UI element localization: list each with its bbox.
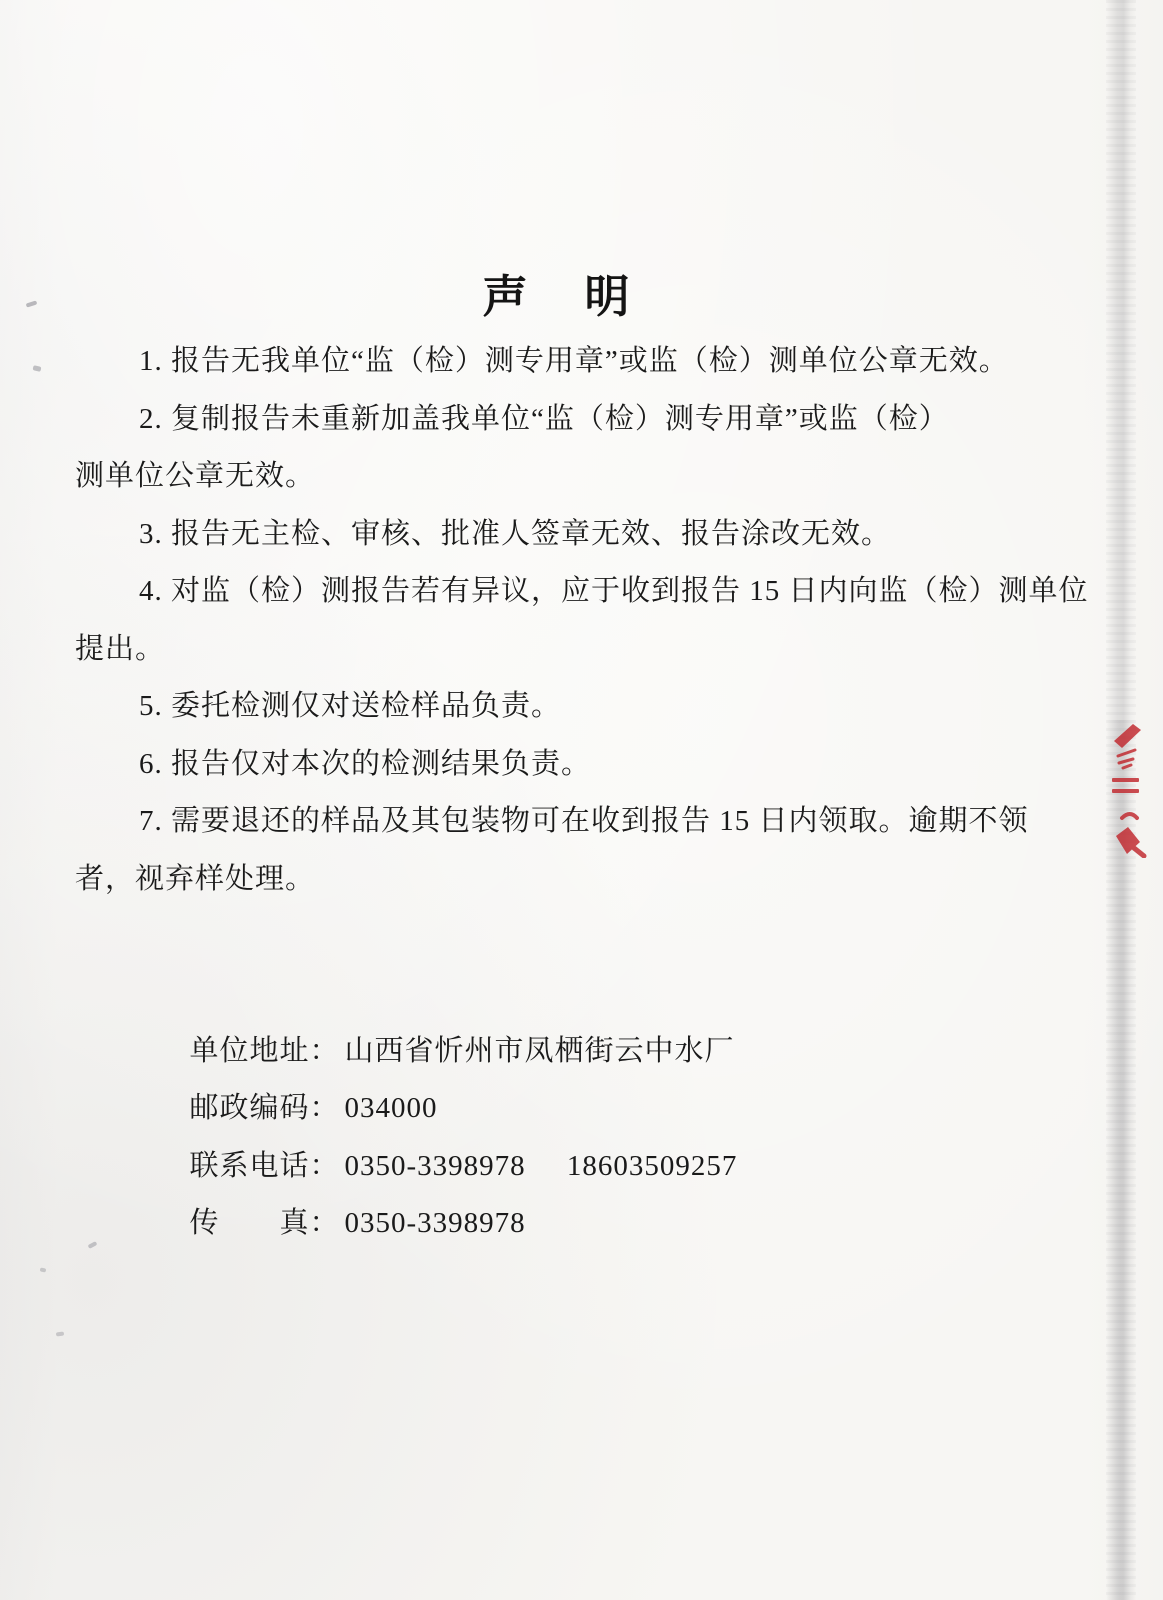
statement-title: 声 明 <box>482 271 636 322</box>
statement-line-1: 1. 报告无我单位“监（检）测专用章”或监（检）测单位公章无效。 <box>139 345 1009 377</box>
scan-speck <box>56 1331 64 1336</box>
scan-speck <box>26 300 38 307</box>
phone-label: 联系电话： <box>189 1149 340 1182</box>
fax-value: 0350-3398978 <box>344 1207 526 1239</box>
postal-code-label: 邮政编码： <box>189 1092 340 1124</box>
phone-value: 0350-3398978 18603509257 <box>344 1149 738 1182</box>
statement-line-4-cont: 提出。 <box>75 632 166 665</box>
contact-address-row <box>140 965 737 1067</box>
postal-code-value: 034000 <box>344 1092 438 1124</box>
scan-speck <box>88 1241 98 1249</box>
statement-line-2: 2. 复制报告未重新加盖我单位“监（检）测专用章”或监（检） <box>139 402 949 435</box>
address-label: 单位地址： <box>189 1034 340 1067</box>
scan-speck <box>40 1268 47 1273</box>
address-value: 山西省忻州市凤栖街云中水厂 <box>344 1034 735 1067</box>
statement-line-4: 4. 对监（检）测报告若有异议，应于收到报告 15 日内向监（检）测单位 <box>139 575 1089 607</box>
statement-line-7: 7. 需要退还的样品及其包装物可在收到报告 15 日内领取。逾期不领 <box>139 805 1029 837</box>
statement-line-3: 3. 报告无主检、审核、批准人签章无效、报告涂改无效。 <box>139 517 892 550</box>
statement-line-7-cont: 者，视弃样处理。 <box>75 862 316 895</box>
red-seal-fragment-icon <box>1096 706 1163 858</box>
statement-body <box>75 333 1089 908</box>
scan-speck <box>33 365 42 372</box>
statement-line-5: 5. 委托检测仅对送检样品负责。 <box>139 690 562 722</box>
fax-label: 传 真： <box>189 1207 340 1239</box>
statement-line-2-cont: 测单位公章无效。 <box>75 460 316 492</box>
statement-line-6: 6. 报告仅对本次的检测结果负责。 <box>139 747 592 780</box>
contact-block <box>140 965 738 1239</box>
